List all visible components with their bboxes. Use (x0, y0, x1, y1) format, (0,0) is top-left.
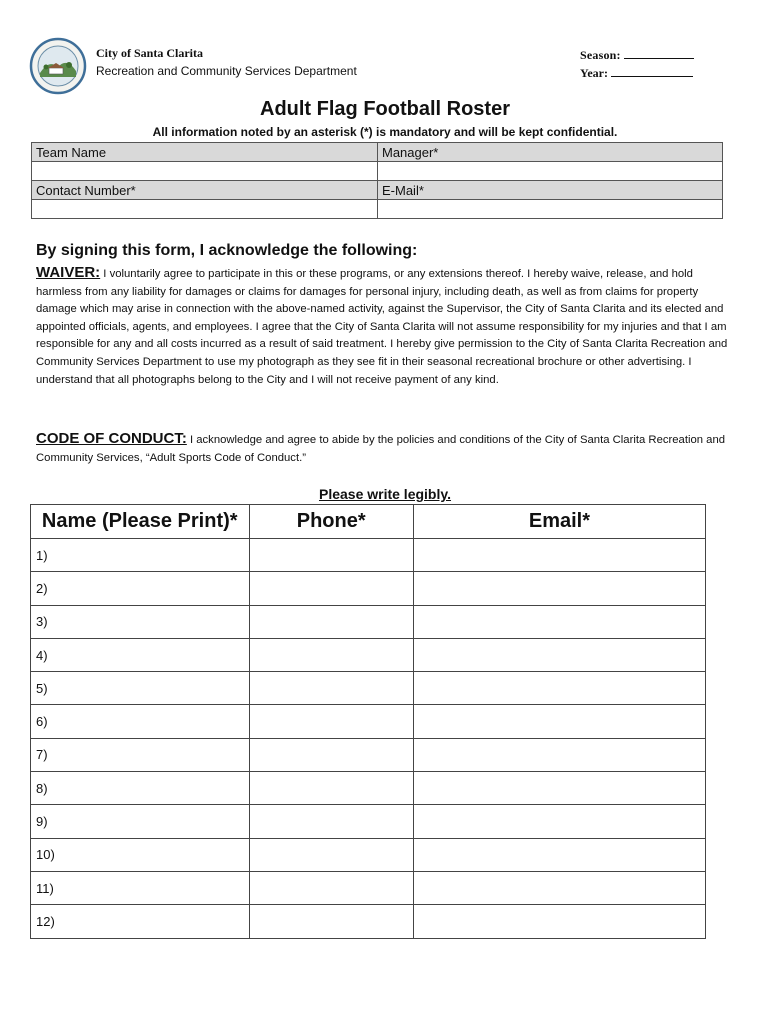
email-label: E-Mail* (378, 181, 723, 200)
roster-phone-cell[interactable] (249, 539, 413, 572)
roster-name-cell[interactable]: 12) (31, 905, 250, 938)
roster-phone-cell[interactable] (249, 871, 413, 904)
mandatory-notice: All information noted by an asterisk (*) is mandatory and will be kept confidential. (152, 125, 618, 139)
code-of-conduct-paragraph (36, 430, 736, 467)
roster-phone-cell[interactable] (249, 738, 413, 771)
roster-name-cell[interactable]: 3) (31, 605, 250, 638)
roster-email-cell[interactable] (413, 638, 705, 671)
table-row (31, 905, 706, 938)
roster-name-cell[interactable]: 7) (31, 738, 250, 771)
roster-phone-cell[interactable] (249, 605, 413, 638)
table-row (31, 805, 706, 838)
roster-name-cell[interactable]: 11) (31, 871, 250, 904)
table-row (31, 705, 706, 738)
waiver-lead: WAIVER: (36, 264, 101, 281)
roster-phone-cell[interactable] (249, 705, 413, 738)
roster-name-cell[interactable]: 2) (31, 572, 250, 605)
year-blank[interactable] (611, 65, 693, 77)
conduct-lead: CODE OF CONDUCT: (36, 430, 187, 447)
waiver-text: I voluntarily agree to participate in this or these programs, or any extensions thereof. I hereby waive, release, and hold harmless from any liability for damages or claims for damages for personal injury, including death, as well as from claims for property damage which may arise in connection with the above-named activity, against the Supervisor, the City of Santa Clarita and its elected and appointed officials, agents, and employees. I agree that the City of Santa Clarita will not assume responsibility for my injuries and that I am responsible for any and all costs incurred as a result of said treatment. I hereby give permission to the City of Santa Clarita Recreation and Community Services Department to use my photograph as they see fit in their seasonal recreational brochure or other advertising. I understand that all photographs belong to the City and I will not receive payment of any kind. (36, 268, 728, 386)
table-row (31, 838, 706, 871)
roster-email-cell[interactable] (413, 705, 705, 738)
roster-name-cell[interactable]: 9) (31, 805, 250, 838)
roster-header-phone: Phone* (249, 505, 413, 539)
department-name: Recreation and Community Services Department (96, 64, 357, 78)
email-field[interactable] (378, 200, 723, 219)
roster-phone-cell[interactable] (249, 838, 413, 871)
conduct-text: I acknowledge and agree to abide by the policies and conditions of the City of Santa Clarita Recreation and Community Services, “Adult Sports Code of Conduct.” (36, 434, 726, 464)
table-row (31, 572, 706, 605)
roster-name-cell[interactable]: 6) (31, 705, 250, 738)
contact-number-label: Contact Number* (32, 181, 378, 200)
year-label: Year: (580, 66, 608, 80)
roster-name-cell[interactable]: 4) (31, 638, 250, 671)
roster-phone-cell[interactable] (249, 772, 413, 805)
roster-phone-cell[interactable] (249, 905, 413, 938)
season-blank[interactable] (624, 47, 694, 59)
roster-header-name: Name (Please Print)* (31, 505, 250, 539)
table-row (31, 772, 706, 805)
table-row (31, 605, 706, 638)
season-field[interactable] (580, 47, 694, 63)
manager-field[interactable] (378, 162, 723, 181)
roster-table (30, 504, 706, 939)
roster-body (31, 539, 706, 939)
page-title: Adult Flag Football Roster (260, 98, 510, 120)
waiver-paragraph (36, 264, 736, 389)
roster-name-cell[interactable]: 8) (31, 772, 250, 805)
table-row (31, 539, 706, 572)
roster-email-cell[interactable] (413, 838, 705, 871)
roster-email-cell[interactable] (413, 805, 705, 838)
city-name: City of Santa Clarita (96, 46, 203, 60)
roster-email-cell[interactable] (413, 772, 705, 805)
roster-name-cell[interactable]: 10) (31, 838, 250, 871)
roster-email-cell[interactable] (413, 572, 705, 605)
roster-header-email: Email* (413, 505, 705, 539)
roster-email-cell[interactable] (413, 871, 705, 904)
team-name-label: Team Name (32, 143, 378, 162)
table-row (31, 871, 706, 904)
roster-phone-cell[interactable] (249, 672, 413, 705)
team-name-field[interactable] (32, 162, 378, 181)
roster-phone-cell[interactable] (249, 805, 413, 838)
roster-email-cell[interactable] (413, 672, 705, 705)
table-row (31, 672, 706, 705)
manager-label: Manager* (378, 143, 723, 162)
table-row (31, 638, 706, 671)
roster-email-cell[interactable] (413, 539, 705, 572)
team-info-table (31, 142, 723, 219)
acknowledgement-heading: By signing this form, I acknowledge the following: (36, 242, 418, 259)
roster-phone-cell[interactable] (249, 638, 413, 671)
year-field[interactable] (580, 65, 693, 81)
legibility-note: Please write legibly. (318, 486, 452, 502)
table-row (31, 738, 706, 771)
roster-name-cell[interactable]: 1) (31, 539, 250, 572)
season-label: Season: (580, 48, 621, 62)
roster-name-cell[interactable]: 5) (31, 672, 250, 705)
city-seal-logo (27, 37, 89, 95)
roster-email-cell[interactable] (413, 605, 705, 638)
roster-phone-cell[interactable] (249, 572, 413, 605)
roster-email-cell[interactable] (413, 905, 705, 938)
contact-number-field[interactable] (32, 200, 378, 219)
roster-email-cell[interactable] (413, 738, 705, 771)
